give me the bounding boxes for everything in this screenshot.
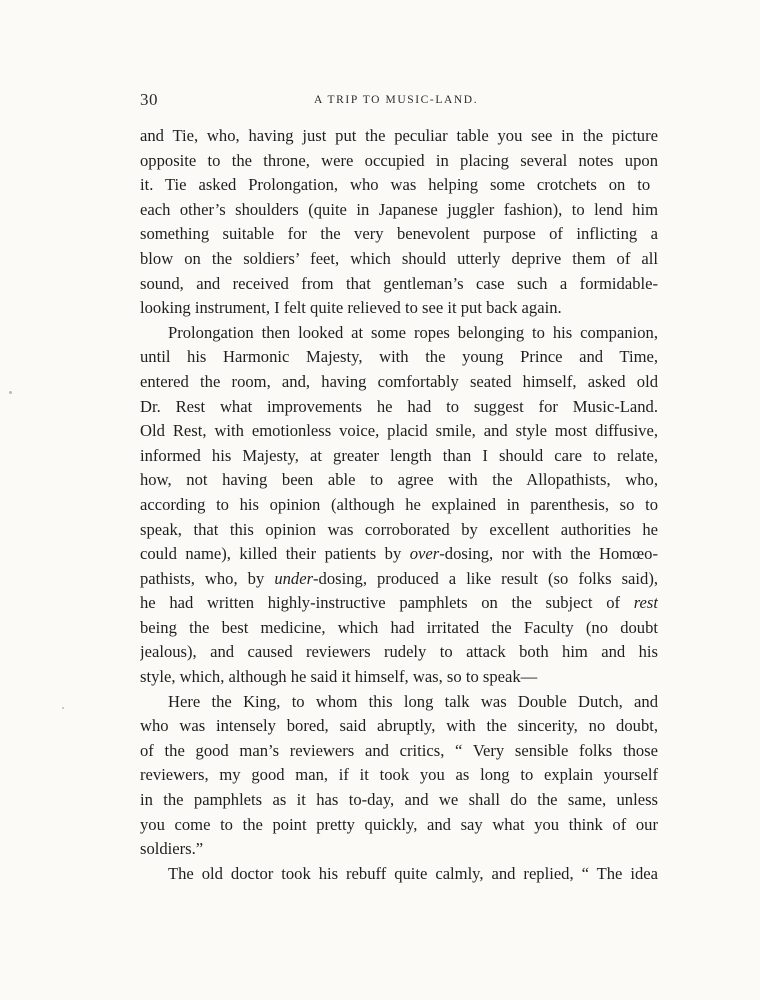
text-line: looking instrument, I felt quite relieved to see it put back again. — [140, 298, 562, 318]
text-line: jealous), and caused reviewers rudely to attack both him and his — [140, 642, 658, 662]
text-line: you come to the point pretty quickly, and say what you think of our — [140, 814, 658, 834]
text-line: of the good man’s reviewers and critics, “ Very sensible folks those — [140, 740, 658, 760]
text-line: until his Harmonic Majesty, with the young Prince and Time, — [140, 347, 658, 367]
text-line: reviewers, my good man, if it took you as long to explain yourself — [140, 765, 658, 785]
paper-speck — [9, 391, 12, 394]
text-line: something suitable for the very benevolent purpose of inflicting a — [140, 224, 658, 244]
text-line: being the best medicine, which had irritated the Faculty (no doubt — [140, 617, 658, 637]
emphasis: over — [409, 544, 440, 564]
text-line: blow on the soldiers’ feet, which should utterly deprive them of all — [140, 248, 658, 268]
page-number: 30 — [140, 90, 158, 109]
text-line: in the pamphlets as it has to-day, and we shall do the same, unless — [140, 790, 658, 810]
text-line: entered the room, and, having comfortably seated himself, asked old — [140, 371, 658, 391]
text-line: style, which, although he said it himself, was, so to speak— — [140, 667, 538, 687]
text-line: opposite to the throne, were occupied in placing several notes upon — [140, 150, 658, 170]
text-line: according to his opinion (although he explained in parenthesis, so to — [140, 494, 658, 514]
text-line: Here the King, to whom this long talk was Double Dutch, and — [168, 691, 658, 711]
paper-speck — [62, 707, 64, 709]
text-line: The old doctor took his rebuff quite calmly, and replied, “ The idea — [168, 863, 658, 883]
text-line: Old Rest, with emotionless voice, placid smile, and style most diffusive, — [140, 421, 658, 441]
text-line: each other’s shoulders (quite in Japanese juggler fashion), to lend him — [140, 199, 658, 219]
text-line: he had written highly-instructive pamphlets on the subject of rest — [140, 593, 658, 613]
text-line: and Tie, who, having just put the peculiar table you see in the picture — [140, 126, 658, 145]
text-line: sound, and received from that gentleman’s case such a formidable- — [140, 273, 658, 293]
emphasis: rest — [633, 593, 658, 613]
text-line: informed his Majesty, at greater length than I should care to relate, — [140, 445, 658, 465]
text-line: pathists, who, by under-dosing, produced a like result (so folks said), — [140, 568, 658, 588]
text-line: how, not having been able to agree with the Allopathists, who, — [140, 470, 658, 490]
text-line: Dr. Rest what improvements he had to suggest for Music-Land. — [140, 396, 658, 416]
text-line: it. Tie asked Prolongation, who was helping some crotchets on to — [140, 175, 651, 195]
running-title: A TRIP TO MUSIC-LAND. — [314, 94, 479, 106]
text-line: speak, that this opinion was corroborated by excellent authorities he — [140, 519, 658, 539]
text-line: who was intensely bored, said abruptly, with the sincerity, no doubt, — [140, 716, 658, 736]
body-text — [140, 124, 658, 886]
emphasis: under — [274, 568, 314, 588]
running-head — [140, 90, 658, 114]
text-line: could name), killed their patients by over-dosing, nor with the Homœo- — [140, 544, 658, 564]
text-line: soldiers.” — [140, 839, 204, 859]
text-line: Prolongation then looked at some ropes belonging to his companion, — [168, 322, 658, 342]
